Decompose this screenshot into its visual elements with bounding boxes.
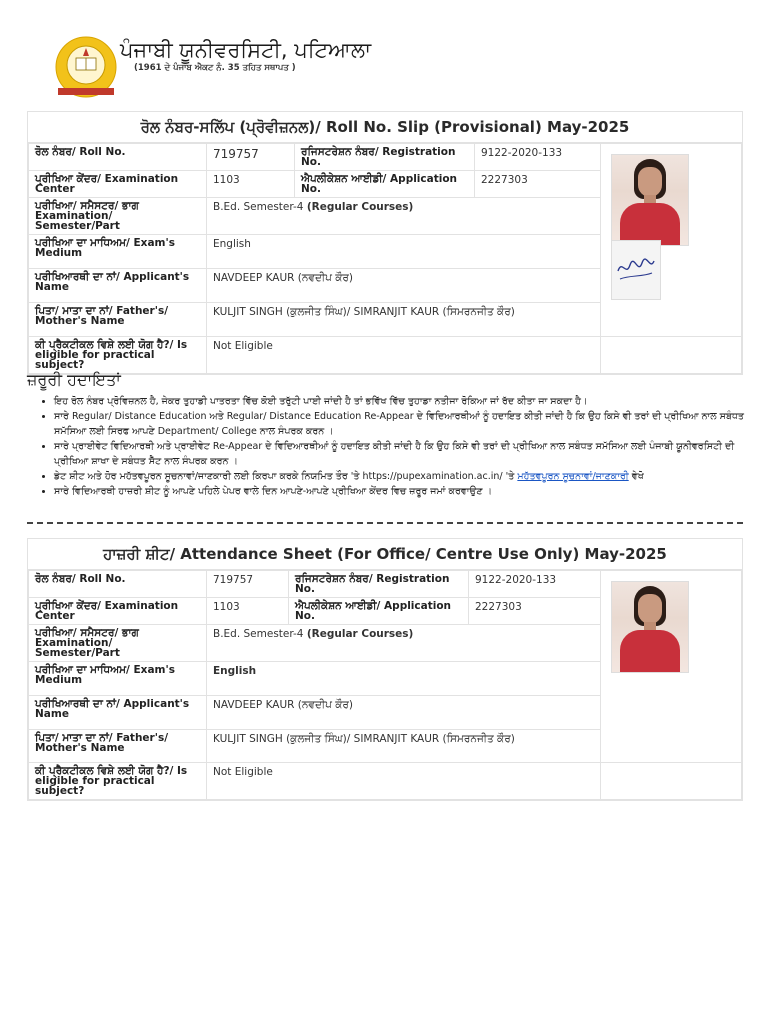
parent-name-value: KULJIT SINGH (ਕੁਲਜੀਤ ਸਿੰਘ)/ SIMRANJIT KAUR (ਸਿਮਰਨਜੀਤ ਕੌਰ) [207, 730, 601, 763]
roll-value: 719757 [207, 571, 289, 598]
instructions-list [40, 394, 754, 499]
practical-value: Not Eligible [207, 337, 601, 374]
applicant-photo [611, 154, 689, 246]
medium-value: English [207, 235, 601, 269]
center-label: ਪ੍ਰੀਖਿਆ ਕੇਂਦਰ/ Examination Center [29, 171, 207, 198]
applicant-name-value: NAVDEEP KAUR (ਨਵਦੀਪ ਕੌਰ) [207, 696, 601, 730]
roll-label: ਰੋਲ ਨੰਬਰ/ Roll No. [29, 144, 207, 171]
instructions-title: ਜ਼ਰੂਰੀ ਹਦਾਇਤਾਂ [27, 370, 121, 389]
roll-slip [27, 111, 743, 375]
university-name: ਪੰਜਾਬੀ ਯੂਨੀਵਰਸਿਟੀ, ਪਟਿਆਲਾ [120, 38, 372, 62]
parent-name-label: ਪਿਤਾ/ ਮਾਤਾ ਦਾ ਨਾਂ/ Father's/ Mother's Name [29, 730, 207, 763]
exam-label: ਪਰੀਖਿਆ/ ਸਮੈਸਟਰ/ ਭਾਗ Examination/ Semester/Part [29, 198, 207, 235]
photo-cell [601, 571, 742, 763]
instruction-item: • ਸਾਰੇ ਪ੍ਰਾਈਵੇਟ ਵਿਦਿਆਰਥੀ ਅਤੇ ਪ੍ਰਾਈਵੇਟ Re-Appear ਦੇ ਵਿਦਿਆਰਥੀਆਂ ਨੂੰ ਹਦਾਇਤ ਕੀਤੀ ਜਾਂਦੀ ਹੈ ਕਿ ਉਹ ਕਿਸੇ ਵੀ ਤਰਾਂ ਦੀ ਪ੍ਰੀਖਿਆ ਨਾਲ ਸਬੰਧਤ ਸਮੱਸਿਆ ਲਈ ਪੰਜਾਬੀ ਯੂਨੀਵਰਸਿਟੀ ਦੀ ਪ੍ਰੀਖਿਆ ਸ਼ਾਖਾ ਦੇ ਸਬੰਧਤ ਸੈੱਟ ਨਾਲ ਸੰਪਰਕ ਕਰਨ । [54, 439, 754, 469]
registration-value: 9122-2020-133 [475, 144, 601, 171]
application-label: ਐਪਲੀਕੇਸ਼ਨ ਆਈਡੀ/ Application No. [289, 598, 469, 625]
attendance-sheet [27, 538, 743, 801]
exam-value-text: B.Ed. Semester-4 [213, 628, 304, 640]
university-subtitle: (1961 ਦੇ ਪੰਜਾਬ ਐਕਟ ਨੰ. 35 ਤਹਿਤ ਸਥਾਪਤ ) [134, 63, 296, 73]
practical-label: ਕੀ ਪ੍ਰੈਕਟੀਕਲ ਵਿਸ਼ੇ ਲਈ ਯੋਗ ਹੈ?/ Is eligible for practical subject? [29, 337, 207, 374]
instruction-item-suffix: ਵੇਖੋ [631, 471, 644, 482]
exam-value-bold: (Regular Courses) [306, 201, 414, 213]
instruction-item-prefix: ਡੇਟ ਸ਼ੀਟ ਅਤੇ ਹੋਰ ਮਹੱਤਵਪੂਰਨ ਸੂਚਨਾਵਾਂ/ਜਾਣਕਾਰੀ ਲਈ ਕਿਰਪਾ ਕਰਕੇ ਨਿਯਮਿਤ ਤੌਰ 'ਤੇ https://pupexamination.ac.in/ 'ਤੇ [54, 471, 515, 482]
roll-slip-title: ਰੋਲ ਨੰਬਰ-ਸਲਿੱਪ (ਪ੍ਰੋਵੀਜ਼ਨਲ)/ Roll No. Slip (Provisional) May-2025 [28, 112, 742, 143]
photo-signature-cell [601, 144, 742, 337]
center-label: ਪ੍ਰੀਖਿਆ ਕੇਂਦਰ/ Examination Center [29, 598, 207, 625]
important-notices-link[interactable]: ਮਹੱਤਵਪੂਰਨ ਸੂਚਨਾਵਾਂ/ਜਾਣਕਾਰੀ [517, 471, 629, 482]
roll-label: ਰੋਲ ਨੰਬਰ/ Roll No. [29, 571, 207, 598]
exam-value [207, 625, 601, 662]
application-label: ਐਪਲੀਕੇਸ਼ਨ ਆਈਡੀ/ Application No. [295, 171, 475, 198]
roll-value: 719757 [207, 144, 295, 171]
applicant-name-label: ਪਰੀਖਿਆਰਥੀ ਦਾ ਨਾਂ/ Applicant's Name [29, 696, 207, 730]
attendance-title: ਹਾਜ਼ਰੀ ਸ਼ੀਟ/ Attendance Sheet (For Office/ Centre Use Only) May-2025 [28, 539, 742, 570]
registration-label: ਰਜਿਸਟਰੇਸ਼ਨ ਨੰਬਰ/ Registration No. [289, 571, 469, 598]
registration-label: ਰਜਿਸਟਰੇਸ਼ਨ ਨੰਬਰ/ Registration No. [295, 144, 475, 171]
attendance-table [28, 570, 742, 800]
exam-value-bold: (Regular Courses) [306, 628, 414, 640]
instruction-item: • ਸਾਰੇ ਵਿਦਿਆਰਥੀ ਹਾਜ਼ਰੀ ਸ਼ੀਟ ਨੂੰ ਆਪਣੇ ਪਹਿਲੇ ਪੇਪਰ ਵਾਲੇ ਦਿਨ ਆਪਣੇ-ਆਪਣੇ ਪ੍ਰੀਖਿਆ ਕੇਂਦਰ ਵਿਚ ਜ਼ਰੂਰ ਜਮਾਂ ਕਰਵਾਉਣ । [54, 484, 754, 499]
parent-name-value: KULJIT SINGH (ਕੁਲਜੀਤ ਸਿੰਘ)/ SIMRANJIT KAUR (ਸਿਮਰਨਜੀਤ ਕੌਰ) [207, 303, 601, 337]
practical-value: Not Eligible [207, 763, 601, 800]
applicant-name-value: NAVDEEP KAUR (ਨਵਦੀਪ ਕੌਰ) [207, 269, 601, 303]
medium-value: English [207, 662, 601, 696]
practical-label: ਕੀ ਪ੍ਰੈਕਟੀਕਲ ਵਿਸ਼ੇ ਲਈ ਯੋਗ ਹੈ?/ Is eligible for practical subject? [29, 763, 207, 800]
center-value: 1103 [207, 171, 295, 198]
applicant-photo [611, 581, 689, 673]
university-header [50, 36, 750, 98]
parent-name-label: ਪਿਤਾ/ ਮਾਤਾ ਦਾ ਨਾਂ/ Father's/ Mother's Name [29, 303, 207, 337]
application-value: 2227303 [475, 171, 601, 198]
exam-value-text: B.Ed. Semester-4 [213, 201, 304, 213]
exam-value [207, 198, 601, 235]
university-logo [50, 36, 122, 98]
roll-slip-table [28, 143, 742, 374]
applicant-name-label: ਪਰੀਖਿਆਰਥੀ ਦਾ ਨਾਂ/ Applicant's Name [29, 269, 207, 303]
medium-label: ਪਰੀਖਿਆ ਦਾ ਮਾਧਿਅਮ/ Exam's Medium [29, 662, 207, 696]
application-value: 2227303 [469, 598, 601, 625]
instruction-item: • ਸਾਰੇ Regular/ Distance Education ਅਤੇ Regular/ Distance Education Re-Appear ਦੇ ਵਿਦਿਆਰਥੀਆਂ ਨੂੰ ਹਦਾਇਤ ਕੀਤੀ ਜਾਂਦੀ ਹੈ ਕਿ ਉਹ ਕਿਸੇ ਵੀ ਤਰਾਂ ਦੀ ਪ੍ਰੀਖਿਆ ਨਾਲ ਸਬੰਧਤ ਸਮੱਸਿਆ ਲਈ ਸਿਰਫ ਆਪਣੇ Department/ College ਨਾਲ ਸੰਪਰਕ ਕਰਨ । [54, 409, 754, 439]
registration-value: 9122-2020-133 [469, 571, 601, 598]
medium-label: ਪਰੀਖਿਆ ਦਾ ਮਾਧਿਅਮ/ Exam's Medium [29, 235, 207, 269]
empty-cell [601, 763, 742, 800]
applicant-signature [611, 240, 661, 300]
instruction-item [54, 469, 754, 484]
exam-label: ਪਰੀਖਿਆ/ ਸਮੈਸਟਰ/ ਭਾਗ Examination/ Semester/Part [29, 625, 207, 662]
empty-cell [601, 337, 742, 374]
cut-line-divider [27, 522, 743, 524]
center-value: 1103 [207, 598, 289, 625]
instruction-item: • ਇਹ ਰੋਲ ਨੰਬਰ ਪ੍ਰੋਵਿਜ਼ਨਲ ਹੈ, ਜੇਕਰ ਤੁਹਾਡੀ ਪਾਤਰਤਾ ਵਿੱਚ ਕੋਈ ਤਰੁੱਟੀ ਪਾਈ ਜਾਂਦੀ ਹੈ ਤਾਂ ਭਵਿੱਖ ਵਿੱਚ ਤੁਹਾਡਾ ਨਤੀਜਾ ਰੋਕਿਆ ਜਾਂ ਰੱਦ ਕੀਤਾ ਜਾ ਸਕਦਾ ਹੈ। [54, 394, 754, 409]
